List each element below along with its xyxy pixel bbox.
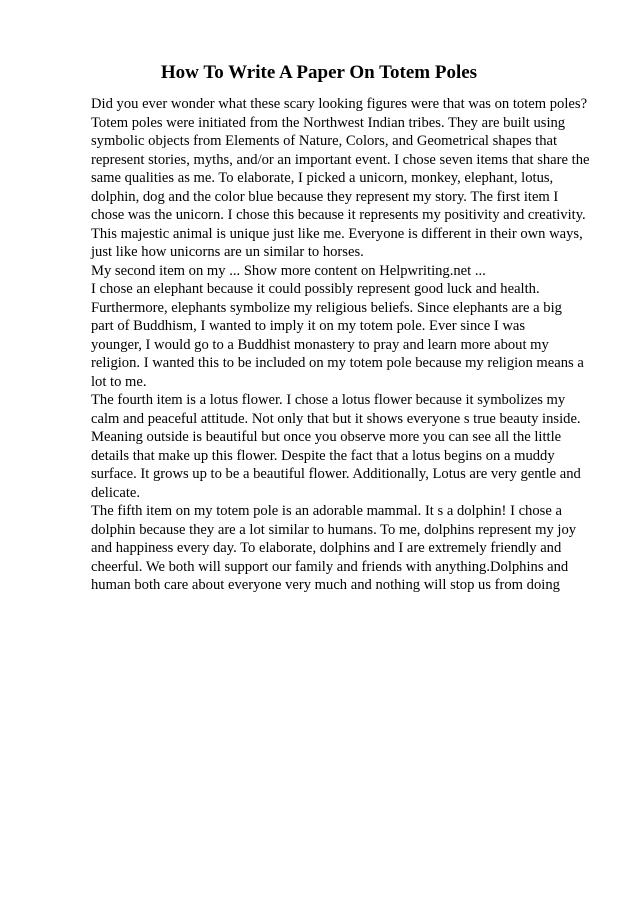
body-line: The fourth item is a lotus flower. I chose a lotus flower because it symbolizes my <box>91 392 566 408</box>
body-line: and happiness every day. To elaborate, dolphins and I are extremely friendly and <box>91 540 562 556</box>
body-line: dolphin, dog and the color blue because they represent my story. The first item I <box>91 188 559 205</box>
body-line: My second item on my ... Show more content on Helpwriting.net ... <box>91 262 486 279</box>
body-line: human both care about everyone very much and nothing will stop us from doing <box>91 577 560 593</box>
body-line: symbolic objects from Elements of Nature, Colors, and Geometrical shapes that <box>91 133 558 149</box>
document-body <box>91 95 591 595</box>
body-line: chose was the unicorn. I chose this because it represents my positivity and creativity. <box>91 207 586 223</box>
body-line: Did you ever wonder what these scary looking figures were that was on totem poles? <box>91 96 588 112</box>
body-line: Totem poles were initiated from the Northwest Indian tribes. They are built using <box>91 114 566 131</box>
body-line: calm and peaceful attitude. Not only that but it shows everyone s true beauty inside. <box>91 410 581 427</box>
body-line: This majestic animal is unique just like me. Everyone is different in their own ways, <box>91 225 583 242</box>
body-line: represent stories, myths, and/or an important event. I chose seven items that share the <box>91 151 590 168</box>
body-line: younger, I would go to a Buddhist monastery to pray and learn more about my <box>91 336 549 353</box>
body-line: The fifth item on my totem pole is an adorable mammal. It s a dolphin! I chose a <box>91 503 562 519</box>
body-line: dolphin because they are a lot similar to humans. To me, dolphins represent my joy <box>91 521 577 538</box>
body-line: I chose an elephant because it could possibly represent good luck and health. <box>91 281 540 297</box>
body-line: part of Buddhism, I wanted to imply it on my totem pole. Ever since I was <box>91 318 526 334</box>
body-line: religion. I wanted this to be included on my totem pole because my religion means a <box>91 355 584 371</box>
document-title: How To Write A Paper On Totem Poles <box>160 62 478 83</box>
body-line: Meaning outside is beautiful but once you observe more you can see all the little <box>91 429 562 445</box>
body-line: lot to me. <box>91 373 147 390</box>
body-line: same qualities as me. To elaborate, I picked a unicorn, monkey, elephant, lotus, <box>91 170 554 186</box>
body-line: details that make up this flower. Despite the fact that a lotus begins on a muddy <box>91 447 555 464</box>
body-line: delicate. <box>91 484 141 501</box>
body-line: just like how unicorns are un similar to horses. <box>91 244 364 260</box>
body-line: surface. It grows up to be a beautiful flower. Additionally, Lotus are very gentle and <box>91 466 581 482</box>
body-line: Furthermore, elephants symbolize my religious beliefs. Since elephants are a big <box>91 299 562 316</box>
body-line: cheerful. We both will support our family and friends with anything.Dolphins and <box>91 558 569 575</box>
